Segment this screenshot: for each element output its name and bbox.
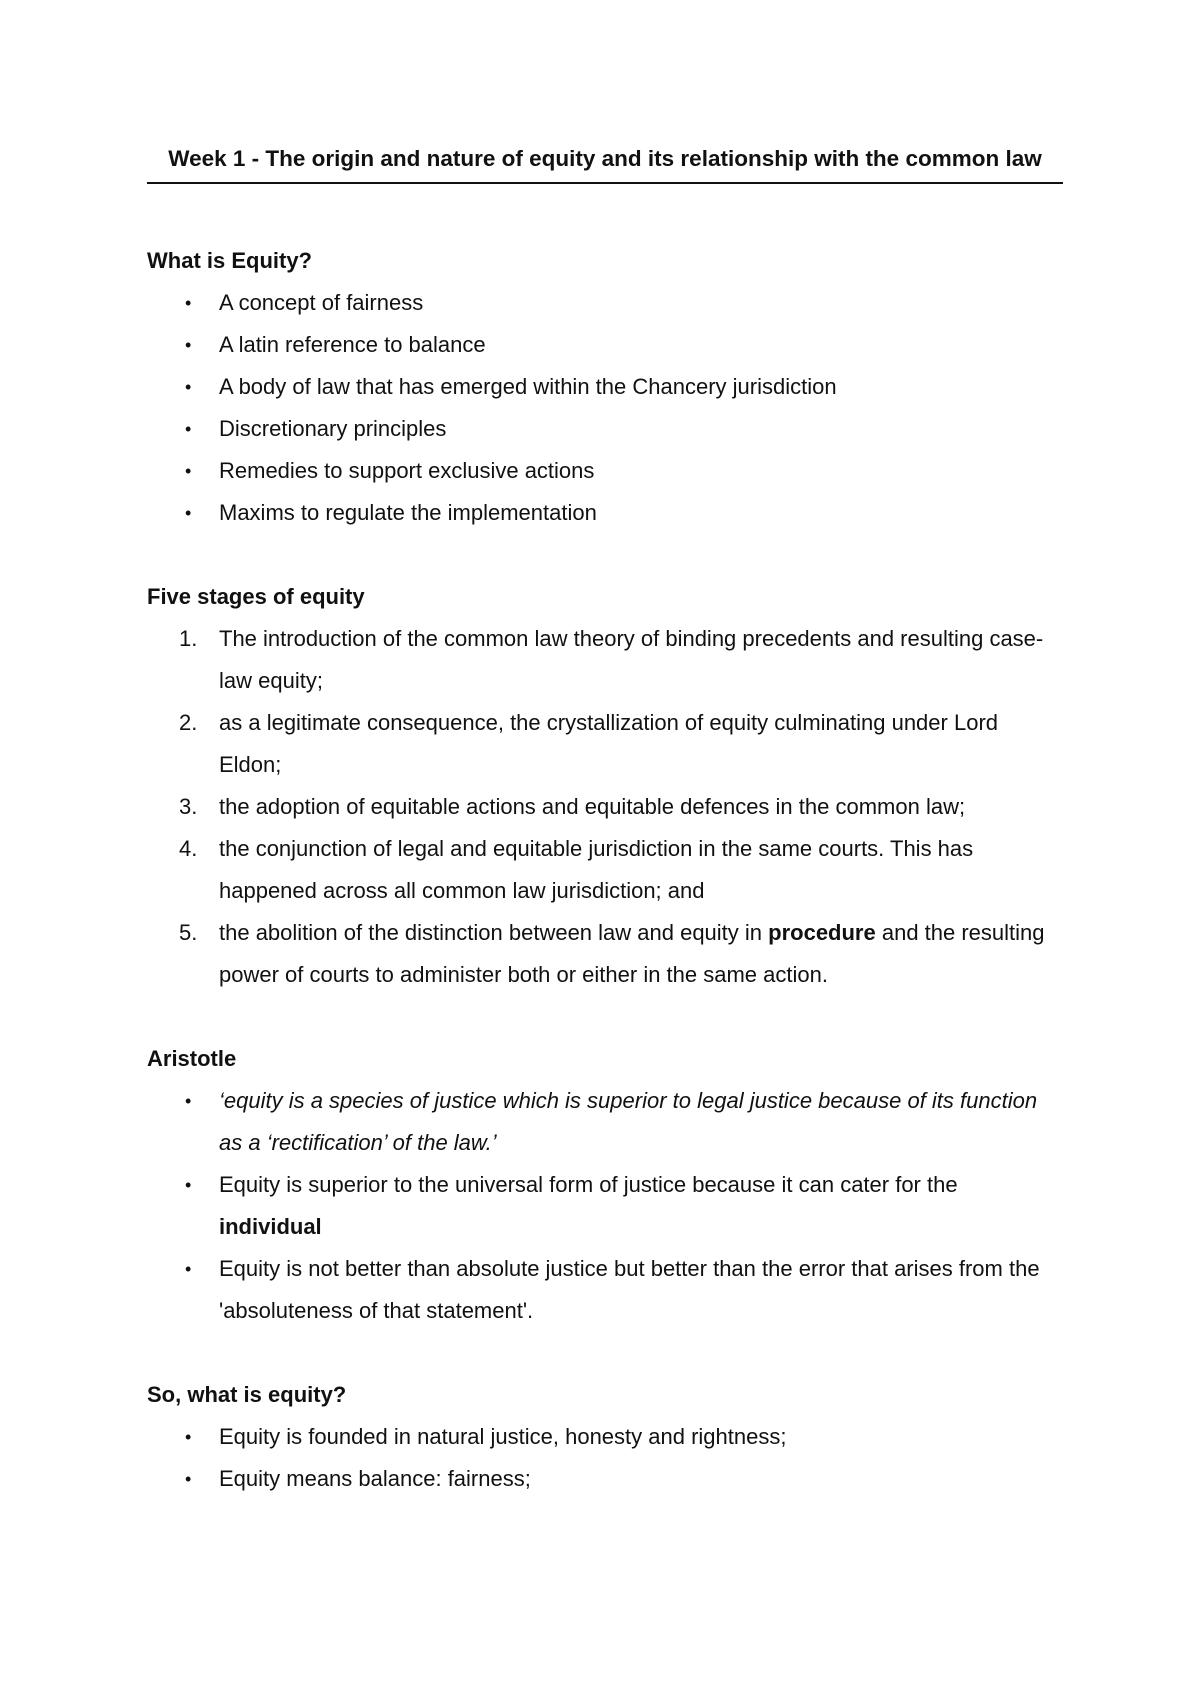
bullet-icon: • (185, 461, 192, 481)
list-item-text (219, 1172, 958, 1239)
list-item (147, 282, 1063, 324)
list-item-text: Equity is founded in natural justice, honesty and rightness; (219, 1424, 787, 1449)
document-title: Week 1 - The origin and nature of equity and its relationship with the common law (147, 138, 1063, 184)
aristotle-quote: ‘equity is a species of justice which is superior to legal justice because of its function as a ‘rectification’ of the law.’ (219, 1088, 1038, 1155)
list-item (147, 828, 1063, 912)
list-number: 1. (179, 626, 198, 651)
list-item (147, 408, 1063, 450)
bullet-icon: • (185, 1469, 192, 1489)
list-item-text (219, 920, 1045, 987)
list-item-text: Remedies to support exclusive actions (219, 458, 595, 483)
list-item-text: The introduction of the common law theory of binding precedents and resulting case-law equity; (219, 626, 1044, 693)
bullet-icon: • (185, 503, 192, 523)
list-item (147, 1248, 1063, 1332)
list-item (147, 366, 1063, 408)
emphasis-individual: individual (219, 1214, 322, 1239)
list-item-text-end: and the resulting power of courts to administer both or either in the same action. (219, 920, 1045, 987)
list-number: 5. (179, 920, 198, 945)
list-item-text-start: the abolition of the distinction between law and equity in (219, 920, 769, 945)
list-item-text: Equity is not better than absolute justice but better than the error that arises from the 'absoluteness of that statement'. (219, 1256, 1040, 1323)
bullet-list (147, 282, 1063, 534)
section-heading: What is Equity? (147, 248, 312, 273)
bullet-icon: • (185, 1175, 192, 1195)
list-item (147, 492, 1063, 534)
list-number: 2. (179, 710, 198, 735)
numbered-list (147, 618, 1063, 996)
list-item (147, 702, 1063, 786)
list-item (147, 1416, 1063, 1458)
bullet-list (147, 1416, 1063, 1500)
bullet-icon: • (185, 293, 192, 313)
list-item-text-start: Equity is superior to the universal form of justice because it can cater for the (219, 1172, 958, 1197)
list-item (147, 450, 1063, 492)
list-item-text: Equity means balance: fairness; (219, 1466, 531, 1491)
section-so-what-is-equity (147, 1374, 1063, 1500)
list-item (147, 912, 1063, 996)
list-item (147, 324, 1063, 366)
section-heading: Five stages of equity (147, 584, 365, 609)
list-item-text: A concept of fairness (219, 290, 424, 315)
bullet-icon: • (185, 419, 192, 439)
list-item-text: the adoption of equitable actions and equitable defences in the common law; (219, 794, 966, 819)
bullet-icon: • (185, 335, 192, 355)
list-item (147, 1164, 1063, 1248)
bullet-list (147, 1080, 1063, 1332)
bullet-icon: • (185, 1427, 192, 1447)
emphasis-procedure: procedure (768, 920, 876, 945)
list-item-text: A latin reference to balance (219, 332, 486, 357)
list-item (147, 786, 1063, 828)
document-page (147, 138, 1063, 1500)
list-item (147, 618, 1063, 702)
bullet-icon: • (185, 377, 192, 397)
section-five-stages (147, 576, 1063, 996)
bullet-icon: • (185, 1259, 192, 1279)
section-heading: Aristotle (147, 1046, 237, 1071)
bullet-icon: • (185, 1091, 192, 1111)
list-item-text: Maxims to regulate the implementation (219, 500, 597, 525)
list-item-text: the conjunction of legal and equitable jurisdiction in the same courts. This has happened across all common law jurisdiction; and (219, 836, 974, 903)
list-item-text: as a legitimate consequence, the crystallization of equity culminating under Lord Eldon; (219, 710, 999, 777)
section-aristotle (147, 1038, 1063, 1332)
list-item (147, 1080, 1063, 1164)
list-item-text: A body of law that has emerged within the Chancery jurisdiction (219, 374, 837, 399)
section-what-is-equity (147, 240, 1063, 534)
list-item-text: Discretionary principles (219, 416, 447, 441)
list-number: 3. (179, 794, 198, 819)
list-item (147, 1458, 1063, 1500)
section-heading: So, what is equity? (147, 1382, 347, 1407)
list-number: 4. (179, 836, 198, 861)
